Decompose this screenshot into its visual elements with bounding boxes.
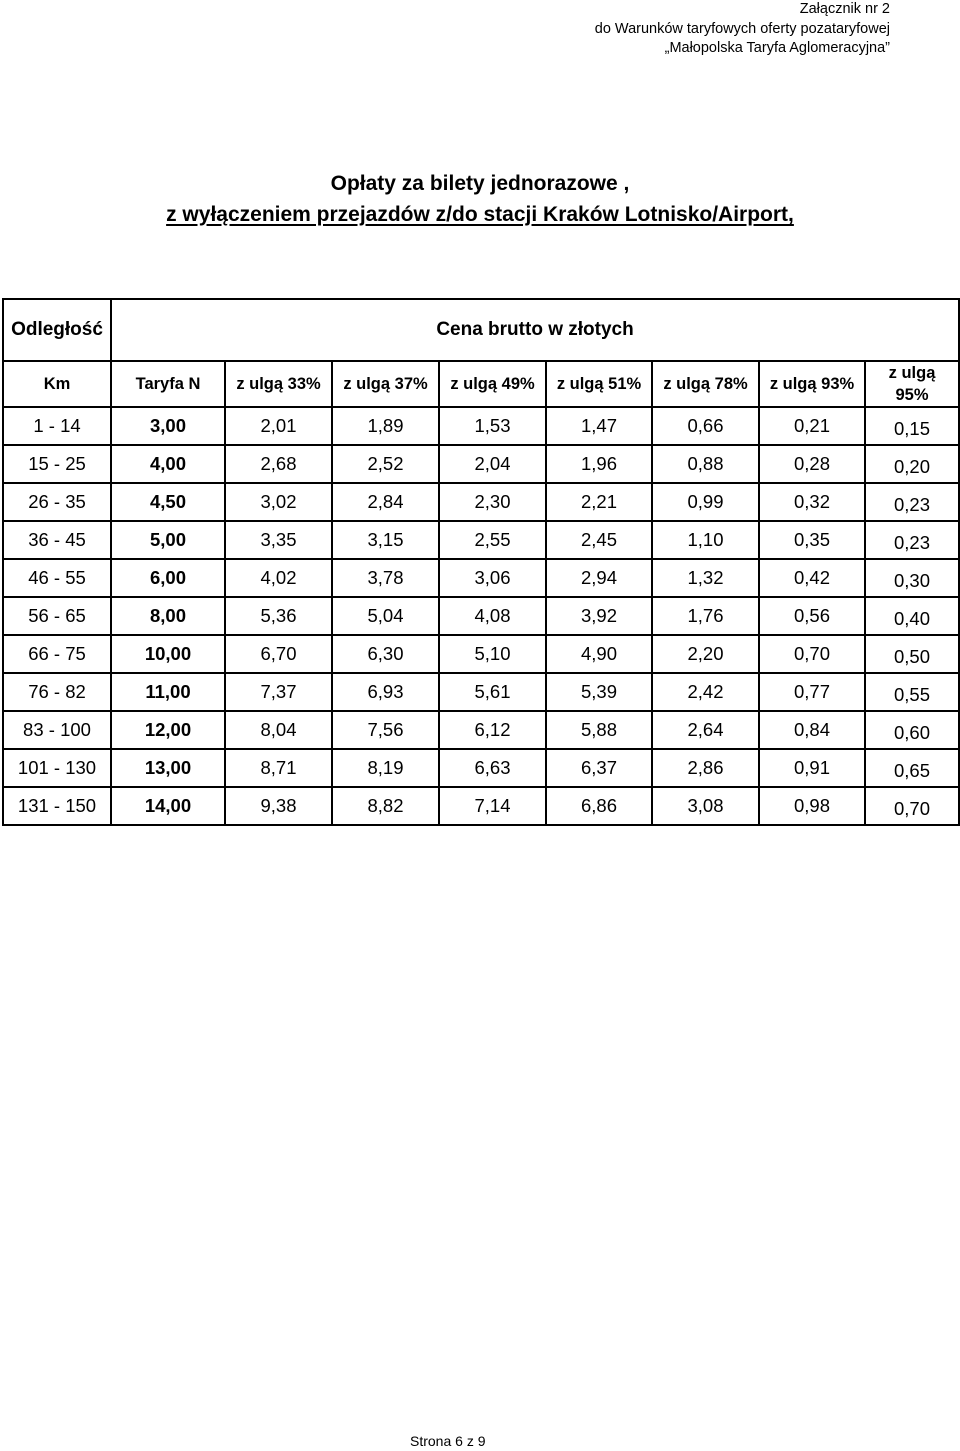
- distance-cell: 66 - 75: [3, 635, 111, 673]
- table-row: [3, 407, 959, 445]
- discount-33-cell: 4,02: [225, 559, 332, 597]
- discount-33-cell: 2,01: [225, 407, 332, 445]
- base-fare-cell: 8,00: [111, 597, 225, 635]
- discount-49-cell: 3,06: [439, 559, 546, 597]
- discount-33-cell: 2,68: [225, 445, 332, 483]
- base-fare-cell: 3,00: [111, 407, 225, 445]
- col-header-95-line-1: z ulgą: [888, 364, 936, 382]
- discount-51-cell: 2,21: [546, 483, 652, 521]
- discount-49-cell: 2,55: [439, 521, 546, 559]
- col-header-49: z ulgą 49%: [439, 361, 546, 407]
- discount-33-cell: 3,02: [225, 483, 332, 521]
- attachment-header: [595, 0, 890, 59]
- base-fare-cell: 5,00: [111, 521, 225, 559]
- col-header-93: z ulgą 93%: [759, 361, 865, 407]
- table-row: [3, 559, 959, 597]
- discount-49-cell: 4,08: [439, 597, 546, 635]
- discount-51-cell: 1,96: [546, 445, 652, 483]
- base-fare-cell: 11,00: [111, 673, 225, 711]
- discount-95-cell: 0,70: [865, 787, 959, 825]
- distance-cell: 26 - 35: [3, 483, 111, 521]
- discount-95-cell: 0,60: [865, 711, 959, 749]
- distance-cell: 83 - 100: [3, 711, 111, 749]
- discount-37-cell: 7,56: [332, 711, 439, 749]
- discount-93-cell: 0,32: [759, 483, 865, 521]
- discount-37-cell: 3,78: [332, 559, 439, 597]
- discount-78-cell: 0,66: [652, 407, 759, 445]
- discount-33-cell: 8,71: [225, 749, 332, 787]
- discount-37-cell: 2,84: [332, 483, 439, 521]
- discount-49-cell: 2,04: [439, 445, 546, 483]
- base-fare-cell: 13,00: [111, 749, 225, 787]
- distance-cell: 56 - 65: [3, 597, 111, 635]
- discount-93-cell: 0,42: [759, 559, 865, 597]
- discount-95-cell: 0,20: [865, 445, 959, 483]
- discount-78-cell: 1,76: [652, 597, 759, 635]
- fare-table: [2, 298, 960, 826]
- discount-33-cell: 3,35: [225, 521, 332, 559]
- discount-51-cell: 5,39: [546, 673, 652, 711]
- attachment-number: Załącznik nr 2: [799, 1, 890, 17]
- table-row: [3, 787, 959, 825]
- base-fare-cell: 12,00: [111, 711, 225, 749]
- discount-93-cell: 0,84: [759, 711, 865, 749]
- table-row: [3, 445, 959, 483]
- discount-33-cell: 6,70: [225, 635, 332, 673]
- discount-51-cell: 1,47: [546, 407, 652, 445]
- col-header-33: z ulgą 33%: [225, 361, 332, 407]
- discount-37-cell: 8,19: [332, 749, 439, 787]
- discount-78-cell: 1,32: [652, 559, 759, 597]
- table-row: [3, 635, 959, 673]
- distance-cell: 1 - 14: [3, 407, 111, 445]
- discount-51-cell: 3,92: [546, 597, 652, 635]
- discount-95-cell: 0,55: [865, 673, 959, 711]
- table-header-row-2: [3, 361, 959, 407]
- discount-37-cell: 2,52: [332, 445, 439, 483]
- page-title: [0, 168, 960, 230]
- base-fare-cell: 6,00: [111, 559, 225, 597]
- base-fare-cell: 4,50: [111, 483, 225, 521]
- base-fare-cell: 10,00: [111, 635, 225, 673]
- discount-95-cell: 0,30: [865, 559, 959, 597]
- discount-37-cell: 6,93: [332, 673, 439, 711]
- discount-49-cell: 1,53: [439, 407, 546, 445]
- discount-93-cell: 0,28: [759, 445, 865, 483]
- discount-93-cell: 0,35: [759, 521, 865, 559]
- discount-95-cell: 0,50: [865, 635, 959, 673]
- discount-95-cell: 0,65: [865, 749, 959, 787]
- distance-cell: 76 - 82: [3, 673, 111, 711]
- col-header-base: Taryfa N: [111, 361, 225, 407]
- discount-93-cell: 0,70: [759, 635, 865, 673]
- discount-33-cell: 5,36: [225, 597, 332, 635]
- table-row: [3, 749, 959, 787]
- base-fare-cell: 14,00: [111, 787, 225, 825]
- table-row: [3, 521, 959, 559]
- discount-95-cell: 0,23: [865, 521, 959, 559]
- discount-93-cell: 0,98: [759, 787, 865, 825]
- discount-78-cell: 0,99: [652, 483, 759, 521]
- col-header-37: z ulgą 37%: [332, 361, 439, 407]
- discount-78-cell: 0,88: [652, 445, 759, 483]
- table-row: [3, 597, 959, 635]
- discount-51-cell: 4,90: [546, 635, 652, 673]
- discount-37-cell: 3,15: [332, 521, 439, 559]
- discount-49-cell: 2,30: [439, 483, 546, 521]
- discount-95-cell: 0,15: [865, 407, 959, 445]
- discount-78-cell: 2,64: [652, 711, 759, 749]
- table-row: [3, 483, 959, 521]
- discount-78-cell: 2,20: [652, 635, 759, 673]
- discount-37-cell: 5,04: [332, 597, 439, 635]
- distance-cell: 46 - 55: [3, 559, 111, 597]
- discount-33-cell: 8,04: [225, 711, 332, 749]
- col-header-km: Km: [3, 361, 111, 407]
- distance-cell: 101 - 130: [3, 749, 111, 787]
- discount-51-cell: 5,88: [546, 711, 652, 749]
- table-header-row-1: [3, 299, 959, 361]
- discount-51-cell: 2,45: [546, 521, 652, 559]
- discount-93-cell: 0,91: [759, 749, 865, 787]
- discount-95-cell: 0,40: [865, 597, 959, 635]
- col-header-95-line-2: 95%: [895, 386, 929, 404]
- discount-37-cell: 6,30: [332, 635, 439, 673]
- distance-cell: 131 - 150: [3, 787, 111, 825]
- title-line-2: z wyłączeniem przejazdów z/do stacji Kraków Lotnisko/Airport,: [166, 203, 794, 226]
- table-row: [3, 673, 959, 711]
- discount-49-cell: 6,63: [439, 749, 546, 787]
- distance-cell: 36 - 45: [3, 521, 111, 559]
- discount-49-cell: 5,61: [439, 673, 546, 711]
- discount-93-cell: 0,56: [759, 597, 865, 635]
- discount-78-cell: 3,08: [652, 787, 759, 825]
- discount-93-cell: 0,77: [759, 673, 865, 711]
- discount-49-cell: 5,10: [439, 635, 546, 673]
- discount-49-cell: 7,14: [439, 787, 546, 825]
- discount-95-cell: 0,23: [865, 483, 959, 521]
- distance-header: Odległość: [3, 299, 111, 361]
- discount-37-cell: 1,89: [332, 407, 439, 445]
- discount-33-cell: 9,38: [225, 787, 332, 825]
- discount-78-cell: 2,86: [652, 749, 759, 787]
- table-row: [3, 711, 959, 749]
- title-line-1: Opłaty za bilety jednorazowe ,: [330, 172, 630, 195]
- col-header-78: z ulgą 78%: [652, 361, 759, 407]
- page-number: Strona 6 z 9: [410, 1433, 486, 1449]
- base-fare-cell: 4,00: [111, 445, 225, 483]
- discount-51-cell: 2,94: [546, 559, 652, 597]
- discount-93-cell: 0,21: [759, 407, 865, 445]
- discount-33-cell: 7,37: [225, 673, 332, 711]
- attachment-reference: do Warunków taryfowych oferty pozataryfowej: [594, 20, 890, 37]
- discount-51-cell: 6,37: [546, 749, 652, 787]
- discount-37-cell: 8,82: [332, 787, 439, 825]
- discount-49-cell: 6,12: [439, 711, 546, 749]
- discount-78-cell: 1,10: [652, 521, 759, 559]
- discount-78-cell: 2,42: [652, 673, 759, 711]
- discount-51-cell: 6,86: [546, 787, 652, 825]
- distance-cell: 15 - 25: [3, 445, 111, 483]
- col-header-51: z ulgą 51%: [546, 361, 652, 407]
- attachment-tariff-name: „Małopolska Taryfa Aglomeracyjna”: [664, 40, 890, 56]
- price-header: Cena brutto w złotych: [111, 299, 959, 361]
- col-header-95: [865, 361, 959, 407]
